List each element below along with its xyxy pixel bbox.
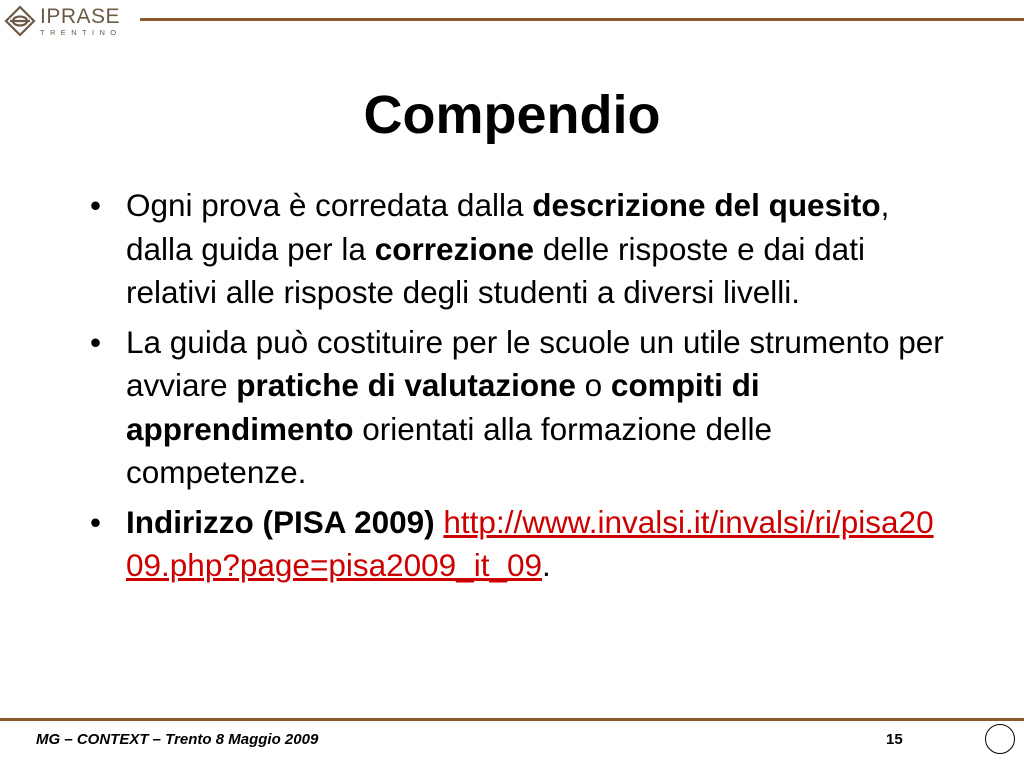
bullet-text-segment: delle risposte e dai dati relativi alle risposte degli studenti a diversi livelli. [126,230,865,310]
bullet-text-segment: . [542,547,551,583]
bullet-marker: • [90,323,102,360]
bullet-text-segment: La guida può costituire per le scuole un utile strumento per avviare [126,323,944,403]
logo-text [40,6,122,37]
pisa-2009-link[interactable]: http://www.invalsi.it/invalsi/ri/pisa2009.php?page=pisa2009_it_09 [126,503,934,583]
iprase-diamond-logo-icon [4,5,36,37]
slide-title: Compendio [363,85,661,145]
iprase-logo [4,4,128,38]
header-divider [140,18,1024,21]
bullet-text-segment: o [575,367,611,403]
bullet-text-bold: descrizione del quesito [532,187,881,223]
footer-text: MG – CONTEXT – Trento 8 Maggio 2009 [36,731,319,748]
footer-divider [0,718,1024,721]
bullet-text-segment: orientati alla formazione delle competenze. [126,410,772,490]
bullet-text-segment: , dalla guida per la [126,187,890,267]
bullet-item-3 [84,501,944,588]
bullet-item-1 [84,184,944,315]
bullet-text-segment: Ogni prova è corredata dalla [126,187,533,223]
bullet-marker: • [90,503,102,540]
page-number: 15 [886,731,903,748]
logo-subtitle: TRENTINO [40,27,122,37]
bullet-text-bold: correzione [374,230,534,267]
bullet-item-2 [84,321,944,495]
bullet-text-bold: pratiche di valutazione [236,367,576,403]
logo-name: IPRASE [40,4,121,28]
bullet-text-bold: Indirizzo (PISA 2009) [126,503,444,540]
bullet-marker: • [90,187,102,223]
bullet-text-bold: compiti di apprendimento [126,367,760,447]
bullet-list [84,184,944,594]
circle-icon [985,724,1015,754]
